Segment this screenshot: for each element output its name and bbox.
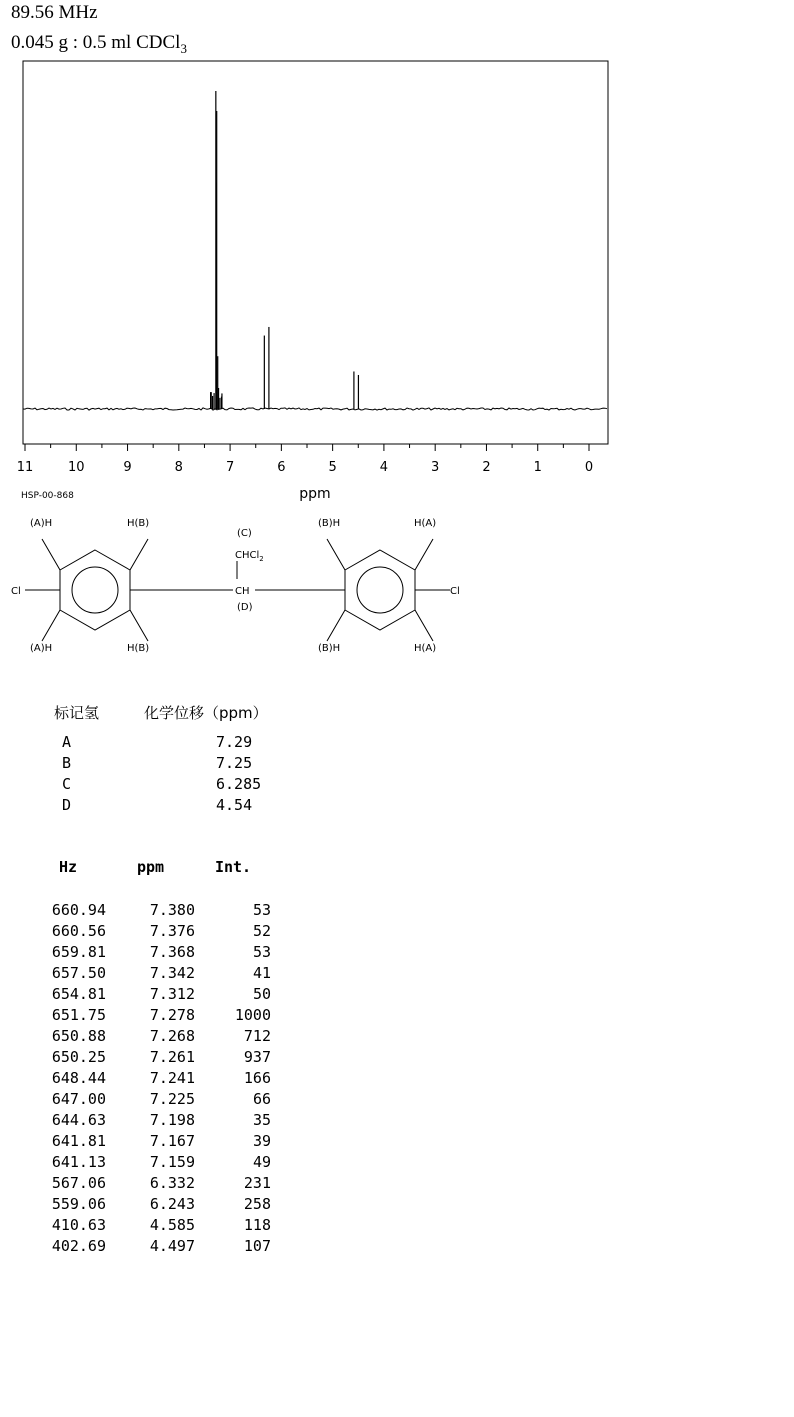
peak-row (30, 900, 271, 921)
assignment-label: D (62, 796, 72, 814)
peak-ppm: 7.268 (149, 1027, 195, 1045)
sample-text: 0.045 g : 0.5 ml CDCl (11, 32, 181, 53)
x-tick-label: 6 (277, 460, 286, 475)
peak-ppm: 7.368 (149, 943, 195, 961)
chlorine-left-label: Cl (11, 586, 21, 597)
peak-ppm: 7.225 (149, 1090, 195, 1108)
peak-intensity: 258 (243, 1195, 271, 1213)
x-tick-label: 9 (123, 460, 132, 475)
peak-intensity: 231 (243, 1174, 271, 1192)
peak-hz: 650.88 (51, 1027, 106, 1045)
peak-ppm: 7.380 (149, 901, 195, 919)
assignment-shift: 6.285 (216, 775, 262, 793)
molecule-structure (0, 505, 794, 665)
sample-subscript: 3 (180, 40, 187, 56)
peak-intensity: 1000 (234, 1006, 271, 1024)
assignment-row (54, 753, 268, 774)
assignment-header (54, 702, 268, 732)
peak-ppm: 6.332 (149, 1174, 195, 1192)
x-tick-label: 11 (16, 460, 34, 475)
h-b-top-left-2-label: (B)H (318, 518, 341, 529)
peak-hz: 650.25 (51, 1048, 106, 1066)
hz-header: Hz (58, 858, 78, 876)
assignment-rows (54, 732, 268, 816)
x-tick-label: 8 (174, 460, 183, 475)
peak-intensity: 52 (252, 922, 271, 940)
x-tick-label: 4 (379, 460, 389, 475)
peak-row (30, 1047, 271, 1068)
peak-hz: 659.81 (51, 943, 106, 961)
peak-hz: 641.81 (51, 1132, 106, 1150)
x-tick-label: 5 (328, 460, 337, 475)
int-header: Int. (214, 858, 252, 876)
x-axis (17, 444, 593, 475)
peak-ppm: 6.243 (149, 1195, 195, 1213)
x-tick-label: 10 (67, 460, 85, 475)
peak-hz: 651.75 (51, 1006, 106, 1024)
assignment-label: A (62, 733, 72, 751)
peak-row (30, 1026, 271, 1047)
h-b-top-right-label: H(B) (127, 518, 150, 529)
ppm-header: ppm (136, 858, 165, 876)
peak-ppm: 7.159 (149, 1153, 195, 1171)
h-b-bottom-left-2-label: (B)H (318, 643, 341, 654)
spectrum-peaks (211, 91, 359, 409)
spectrum-id: HSP-00-868 (21, 491, 74, 501)
x-axis-label: ppm (299, 486, 331, 502)
h-a-bottom-right-2-label: H(A) (414, 643, 437, 654)
h-a-bottom-left-label: (A)H (30, 643, 53, 654)
peak-row (30, 963, 271, 984)
peak-ppm: 7.241 (149, 1069, 195, 1087)
peak-ppm: 4.585 (149, 1216, 195, 1234)
peak-ppm: 7.342 (149, 964, 195, 982)
assignment-shift: 7.29 (216, 733, 253, 751)
peak-hz: 648.44 (51, 1069, 106, 1087)
peak-row (30, 1068, 271, 1089)
peak-row (30, 1236, 271, 1257)
spectrometer-frequency: 89.56 MHz (11, 2, 98, 23)
x-tick-label: 2 (482, 460, 491, 475)
peak-hz: 644.63 (51, 1111, 106, 1129)
chcl2-group-label (235, 550, 264, 563)
peak-row (30, 1110, 271, 1131)
peak-list-rows (30, 900, 271, 1257)
peak-row (30, 1152, 271, 1173)
peak-intensity: 937 (243, 1048, 271, 1066)
peak-hz: 567.06 (51, 1174, 106, 1192)
assignment-shift: 4.54 (216, 796, 253, 814)
assignment-label: C (62, 775, 72, 793)
peak-hz: 559.06 (51, 1195, 106, 1213)
chcl2-text: CHCl (235, 550, 260, 561)
peak-hz: 657.50 (51, 964, 106, 982)
shift-assignment-table (54, 702, 268, 816)
plot-frame (23, 61, 608, 444)
assignment-row (54, 774, 268, 795)
x-tick-label: 3 (431, 460, 440, 475)
peak-list-header (30, 856, 271, 900)
peak-hz: 647.00 (51, 1090, 106, 1108)
assignment-shift: 7.25 (216, 754, 253, 772)
peak-ppm: 7.278 (149, 1006, 195, 1024)
ch-group-label: CH (235, 586, 250, 597)
peak-row (30, 1215, 271, 1236)
nmr-spectrum-chart (0, 0, 794, 505)
peak-ppm: 7.312 (149, 985, 195, 1003)
peak-hz: 660.94 (51, 901, 106, 919)
peak-row (30, 1131, 271, 1152)
peak-list-table (30, 856, 271, 1257)
assignment-label: B (62, 754, 72, 772)
shift-header: 化学位移（ppm） (144, 704, 268, 722)
h-a-top-left-label: (A)H (30, 518, 53, 529)
peak-row (30, 1194, 271, 1215)
peak-intensity: 53 (252, 901, 271, 919)
peak-row (30, 984, 271, 1005)
x-tick-label: 0 (584, 460, 594, 475)
x-tick-label: 7 (225, 460, 235, 475)
peak-intensity: 35 (252, 1111, 271, 1129)
peak-row (30, 942, 271, 963)
peak-intensity: 166 (243, 1069, 271, 1087)
peak-intensity: 66 (252, 1090, 271, 1108)
peak-hz: 402.69 (51, 1237, 106, 1255)
spectrum-trace (23, 408, 607, 410)
chcl2-subscript: 2 (259, 555, 264, 563)
peak-intensity: 50 (252, 985, 271, 1003)
peak-intensity: 39 (252, 1132, 271, 1150)
peak-ppm: 7.261 (149, 1048, 195, 1066)
peak-ppm: 7.167 (149, 1132, 195, 1150)
d-hydrogen-label: (D) (237, 602, 253, 613)
peak-intensity: 49 (252, 1153, 271, 1171)
peak-hz: 641.13 (51, 1153, 106, 1171)
peak-ppm: 4.497 (149, 1237, 195, 1255)
peak-row (30, 1089, 271, 1110)
label-header: 标记氢 (54, 704, 100, 722)
peak-hz: 410.63 (51, 1216, 106, 1234)
peak-intensity: 107 (243, 1237, 271, 1255)
peak-row (30, 1005, 271, 1026)
h-a-top-right-2-label: H(A) (414, 518, 437, 529)
peak-hz: 660.56 (51, 922, 106, 940)
peak-hz: 654.81 (51, 985, 106, 1003)
x-tick-label: 1 (533, 460, 542, 475)
peak-intensity: 53 (252, 943, 271, 961)
chlorine-right-label: Cl (450, 586, 460, 597)
assignment-row (54, 732, 268, 753)
peak-row (30, 921, 271, 942)
peak-row (30, 1173, 271, 1194)
peak-intensity: 41 (252, 964, 271, 982)
peak-ppm: 7.198 (149, 1111, 195, 1129)
c-hydrogen-label: (C) (237, 528, 252, 539)
peak-intensity: 118 (243, 1216, 271, 1234)
h-b-bottom-right-label: H(B) (127, 643, 150, 654)
peak-intensity: 712 (243, 1027, 271, 1045)
assignment-row (54, 795, 268, 816)
peak-ppm: 7.376 (149, 922, 195, 940)
